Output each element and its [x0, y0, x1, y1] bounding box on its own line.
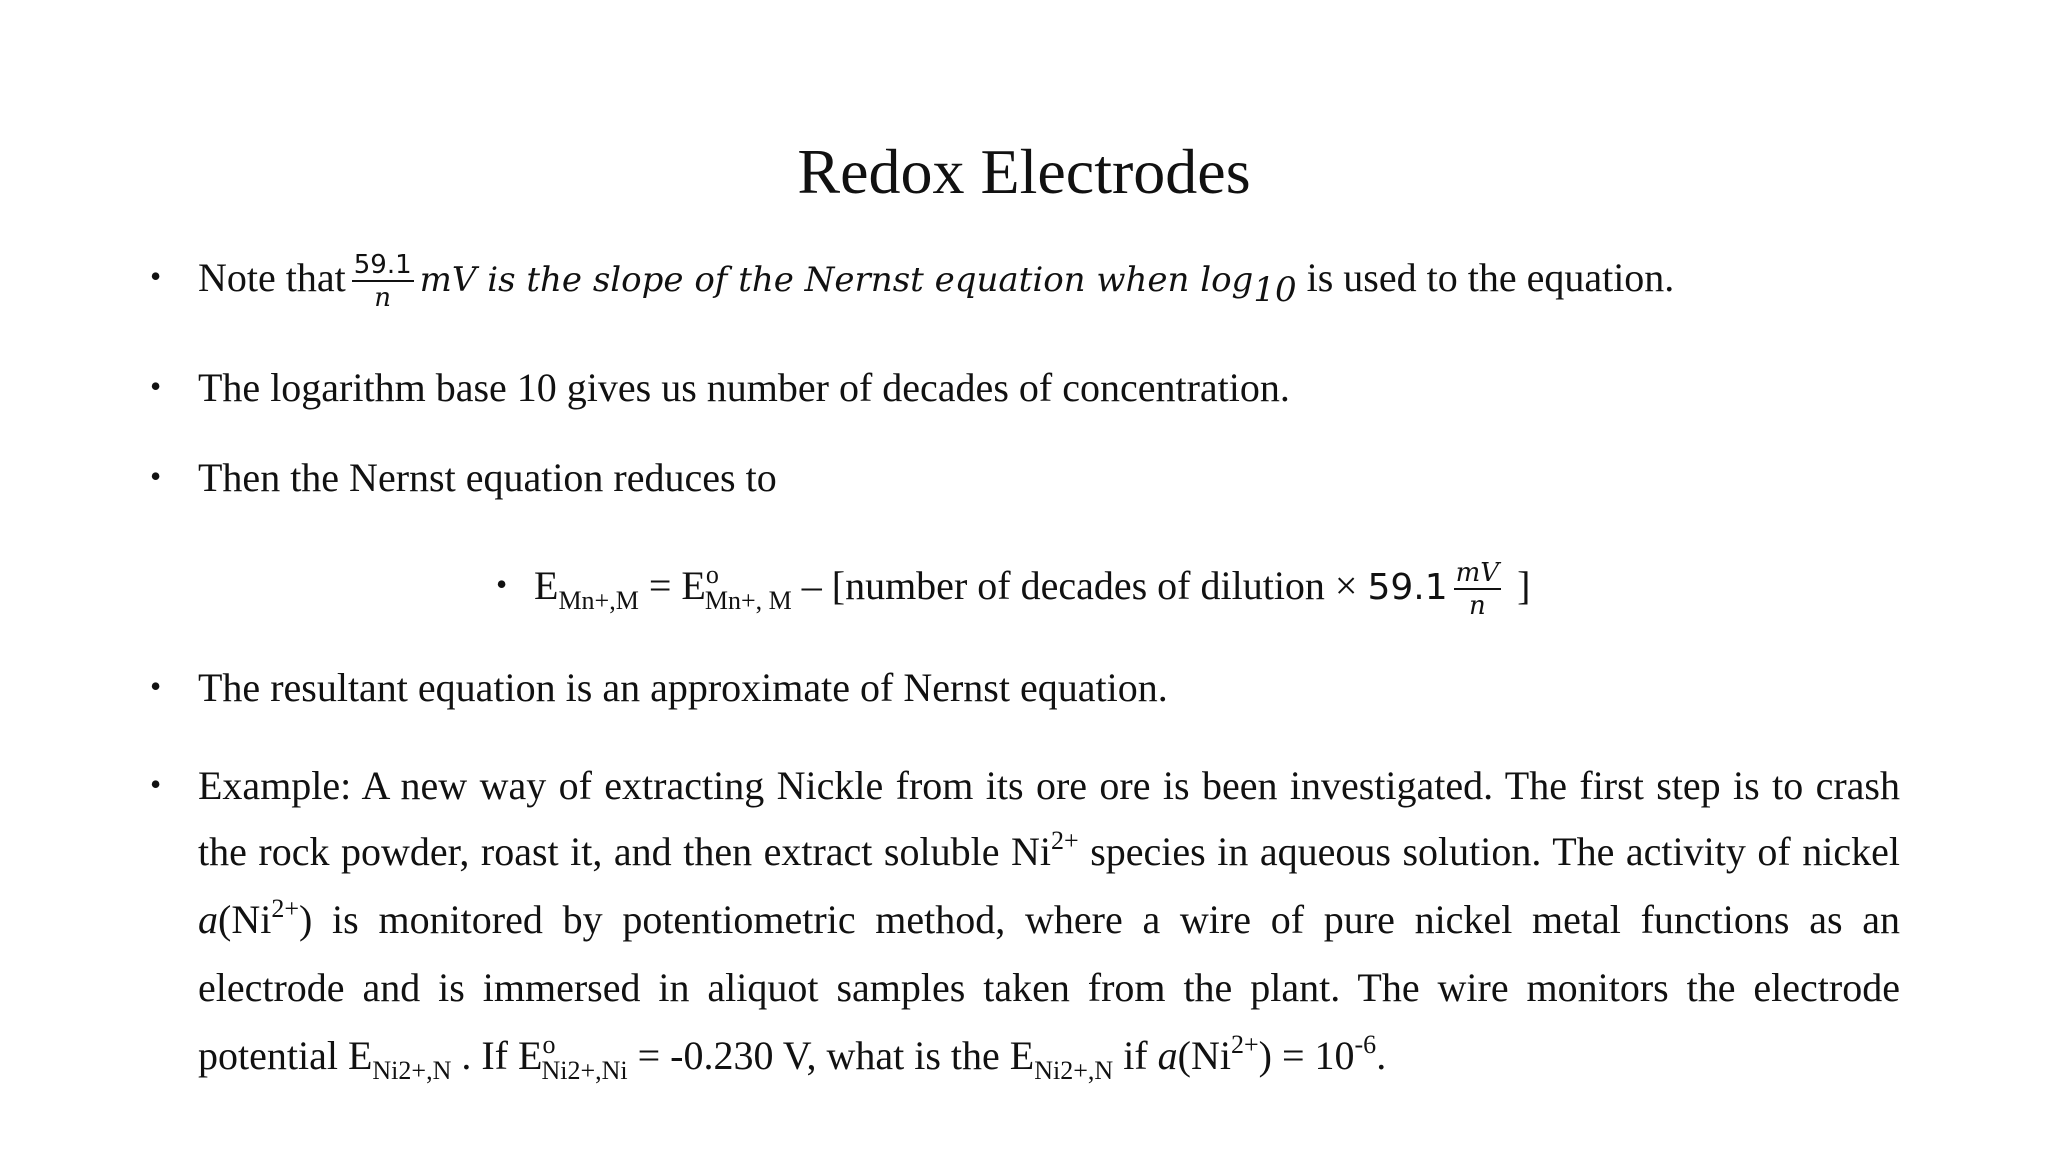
example-text: electrode and is immersed in aliquot samples taken from the plant. The wire monitors the electrode [198, 965, 1900, 1010]
note-prefix: Note that [198, 255, 346, 301]
fraction-numerator: 59.1 [353, 250, 412, 280]
eq-rest: – [number of decades of dilution × [791, 563, 1368, 609]
eq-E0-sup: o [705, 560, 719, 590]
example-text: if [1113, 1033, 1158, 1078]
example-text: (Ni [1177, 1033, 1231, 1078]
example-line-3 [150, 886, 1900, 954]
slope-fraction [352, 250, 414, 314]
eq-equals: = E [638, 563, 706, 609]
example-line-2 [150, 818, 1900, 886]
bullet-equation [496, 558, 1530, 622]
bullet-note-slope [150, 250, 1674, 314]
bullet-marker: • [150, 766, 162, 802]
standard-superscript: o [542, 1030, 556, 1059]
bullet-marker: • [496, 566, 508, 603]
example-line-1-text: Example: A new way of extracting Nickle from its ore ore is been investigated. The first step is to crash [198, 763, 1900, 808]
charge-superscript: 2+ [271, 894, 299, 923]
eq-fraction-numerator: mV [1455, 558, 1500, 588]
eq-E: E [534, 563, 559, 609]
bullet-text: Then the Nernst equation reduces to [198, 455, 777, 500]
example-text: ) = 10 [1258, 1033, 1355, 1078]
example-line-1 [150, 750, 1900, 818]
bullet-marker: • [150, 458, 162, 494]
example-text: = -0.230 V, what is the E [627, 1033, 1035, 1078]
bullet-marker: • [150, 368, 162, 404]
potential-subscript: Ni2+,N [372, 1056, 452, 1085]
bullet-text: The logarithm base 10 gives us number of decades of concentration. [198, 365, 1290, 410]
eq-E0-sub: Mn+, M [704, 586, 792, 616]
example-text: . If E [451, 1033, 543, 1078]
note-suffix: is used to the equation. [1306, 255, 1675, 301]
example-line-4 [150, 954, 1900, 1022]
potential-subscript: Ni2+,Ni [541, 1056, 628, 1085]
slope-math-text: mV is the slope of the Nernst equation when log [419, 260, 1254, 301]
exponent-superscript: -6 [1354, 1030, 1377, 1059]
bullet-marker: • [150, 668, 162, 704]
bullet-example [150, 750, 1900, 1090]
bullet-approximate [150, 664, 1168, 711]
bullet-logarithm [150, 364, 1290, 411]
eq-fraction [1454, 558, 1501, 622]
eq-close: ] [1507, 563, 1531, 609]
bullet-marker: • [150, 258, 162, 295]
eq-number: 59.1 [1367, 567, 1448, 609]
example-text: potential E [198, 1033, 373, 1078]
example-line-5 [150, 1022, 1900, 1090]
bullet-text: The resultant equation is an approximate of Nernst equation. [198, 665, 1168, 710]
charge-superscript: 2+ [1051, 826, 1079, 855]
slide-title: Redox Electrodes [797, 136, 1251, 207]
eq-fraction-denominator: n [1469, 591, 1486, 621]
bullet-nernst-reduces [150, 454, 777, 501]
potential-subscript: Ni2+,N [1034, 1056, 1114, 1085]
example-text: species in aqueous solution. The activity of nickel [1078, 829, 1900, 874]
charge-superscript: 2+ [1230, 1030, 1259, 1059]
fraction-denominator: n [374, 283, 392, 313]
example-text: . [1376, 1033, 1387, 1078]
activity-symbol: a [198, 897, 218, 942]
example-text: ) is monitored by potentiometric method, where a wire of pure nickel metal functions as an [299, 897, 1900, 942]
log-base: 10 [1253, 270, 1297, 311]
eq-E-sub: Mn+,M [558, 586, 639, 616]
example-text: the rock powder, roast it, and then extract soluble Ni [198, 829, 1052, 874]
activity-symbol: a [1157, 1033, 1178, 1078]
example-text: (Ni [218, 897, 272, 942]
